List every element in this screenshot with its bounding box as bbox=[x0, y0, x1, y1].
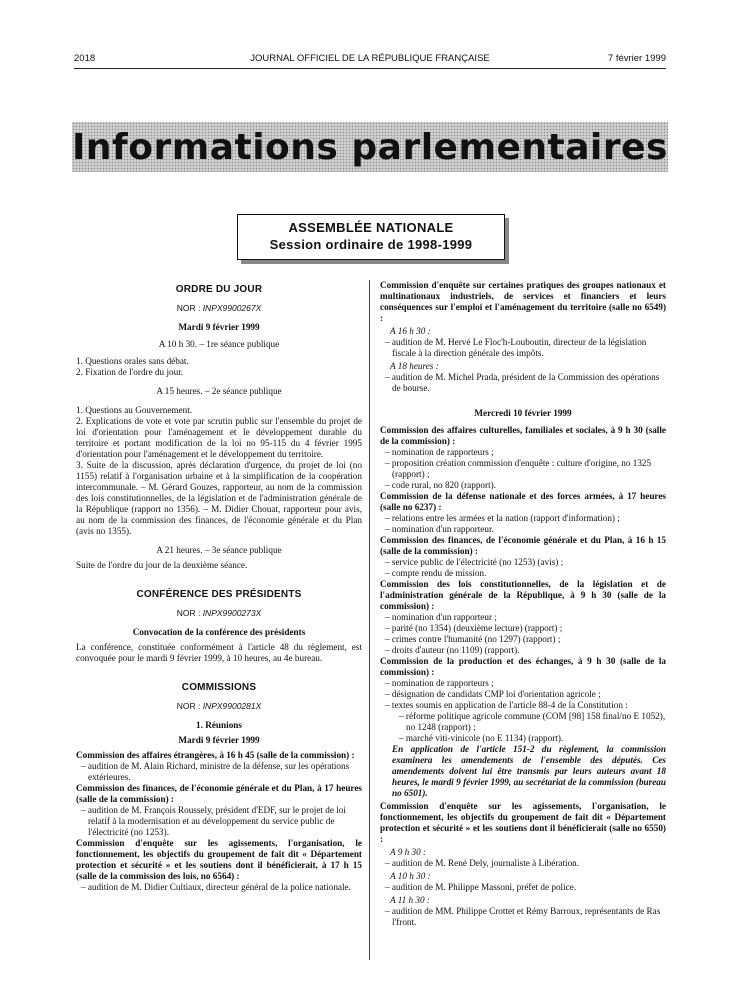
section-banner bbox=[72, 122, 668, 172]
comm-nor: NOR : INPX9900281X bbox=[176, 701, 262, 711]
ordre-nor: NOR : INPX9900267X bbox=[176, 303, 262, 313]
w5-item: – désignation de candidats CMP loi d'orientation agricole ; bbox=[385, 689, 601, 699]
w6-item: – audition de M. René Dely, journaliste à Libération. bbox=[385, 858, 580, 868]
assembly-box bbox=[237, 214, 505, 260]
reunions-day: Mardi 9 février 1999 bbox=[178, 735, 260, 745]
page-number: 2018 bbox=[74, 53, 96, 64]
conf-title: CONFÉRENCE DES PRÉSIDENTS bbox=[136, 589, 302, 600]
w3-item: – service public de l'électricité (no 1253) (avis) ; bbox=[385, 557, 564, 567]
c4-head: Commission d'enquête sur certaines pratiques des groupes nationaux et multinationaux industriels, de services et financiers et leurs conséquences sur l'emploi et l'aménagement du territoire (salle no 6549) : bbox=[380, 280, 666, 323]
s2-time: A 15 heures. – 2e séance publique bbox=[156, 386, 282, 396]
c1-item: – audition de M. Alain Richard, ministre de la défense, sur les opérations extérieures. bbox=[81, 761, 350, 782]
conv-text: La conférence, constituée conformément à l'article 48 du règlement, est convoquée pour le mardi 9 février 1999, à 10 heures, au 4e bureau. bbox=[76, 642, 362, 663]
wed-day: Mercredi 10 février 1999 bbox=[474, 408, 572, 418]
c4-item: – audition de M. Hervé Le Floc'h-Louboutin, directeur de la législation fiscale à la direction générale des impôts. bbox=[385, 337, 647, 358]
w5-subitem: – marché viti-vinicole (no E 1134) (rapport). bbox=[399, 733, 564, 743]
c4-time: A 16 h 30 : bbox=[390, 326, 431, 336]
w5-item: – textes soumis en application de l'article 88-4 de la Constitution : bbox=[385, 700, 628, 710]
column-divider bbox=[369, 280, 370, 960]
w2-item: – nomination d'un rapporteur. bbox=[385, 524, 494, 534]
w4-item: – droits d'auteur (no 1109) (rapport). bbox=[385, 645, 520, 655]
w4-item: – parité (no 1354) (deuxième lecture) (rapport) ; bbox=[385, 623, 563, 633]
w3-item: – compte rendu de mission. bbox=[385, 568, 487, 578]
c2-head: Commission des finances, de l'économie générale et du Plan, à 17 heures (salle de la commission) : bbox=[76, 783, 362, 804]
w4-item: – nomination d'un rapporteur ; bbox=[385, 612, 497, 622]
ordre-title: ORDRE DU JOUR bbox=[175, 284, 263, 295]
running-header bbox=[74, 53, 666, 67]
w1-item: – nomination de rapporteurs ; bbox=[385, 447, 494, 457]
conf-nor: NOR : INPX9900273X bbox=[176, 608, 262, 618]
w6-head: Commission d'enquête sur les agissements, l'organisation, le fonctionnement, les objectifs du groupement de fait dit « Département protection et sécurité » et les soutiens dont il bénéficierait (salle no 6550) : bbox=[380, 801, 666, 844]
w5-subitem: – réforme politique agricole commune (COM [98] 158 final/no E 1052), no 1248 (rapport) ; bbox=[399, 711, 666, 732]
w2-head: Commission de la défense nationale et des forces armées, à 17 heures (salle no 6237) : bbox=[380, 491, 666, 512]
ordre-day: Mardi 9 février 1999 bbox=[178, 322, 260, 332]
comm-title: COMMISSIONS bbox=[181, 682, 257, 693]
session-name: Session ordinaire de 1998-1999 bbox=[269, 237, 473, 252]
c4-time: A 18 heures : bbox=[390, 361, 439, 371]
left-column bbox=[76, 280, 362, 893]
w1-item: – code rural, no 820 (rapport). bbox=[385, 480, 496, 490]
s1-item: 2. Fixation de l'ordre du jour. bbox=[76, 367, 184, 377]
conv-title: Convocation de la conférence des présidents bbox=[132, 627, 306, 637]
banner-title: Informations parlementaires bbox=[72, 127, 668, 168]
w5-item: – nomination de rapporteurs ; bbox=[385, 678, 494, 688]
s1-time: A 10 h 30. – 1re séance publique bbox=[158, 339, 280, 349]
w5-note: En application de l'article 151-2 du règlement, la commission examinera les amendements de l'ensemble des députés. Ces amendements doivent lui être transmis par leurs auteurs avant 18 heures, le mardi 9 février 1999, au secrétariat de la commission (bureau no 6501). bbox=[392, 744, 666, 798]
s3-time: A 21 heures. – 3e séance publique bbox=[156, 545, 282, 555]
w6-time: A 11 h 30 : bbox=[390, 895, 430, 905]
w1-item: – proposition création commission d'enquête : culture d'origine, no 1325 (rapport) ; bbox=[385, 458, 652, 479]
c1-head: Commission des affaires étrangères, à 16 h 45 (salle de la commission) : bbox=[76, 750, 355, 760]
w6-time: A 9 h 30 : bbox=[390, 847, 427, 857]
w6-item: – audition de MM. Philippe Crottet et Rémy Barroux, représentants de Ras l'front. bbox=[385, 906, 661, 927]
w3-head: Commission des finances, de l'économie générale et du Plan, à 16 h 15 (salle de la commission) : bbox=[380, 535, 666, 556]
right-column bbox=[380, 280, 666, 928]
w5-head: Commission de la production et des échanges, à 9 h 30 (salle de la commission) : bbox=[380, 656, 666, 677]
s1-item: 1. Questions orales sans débat. bbox=[76, 356, 189, 366]
s2-item: 3. Suite de la discussion, après déclaration d'urgence, du projet de loi (no 1155) relatif à l'organisation urbaine et à la simplification de la coopération intercommunale. – M. Gérard Gouzes, rapporteur, au nom de la commission des lois constitutionnelles, de la législation et de l'administration générale de la République (rapport no 1356). – M. Didier Chouat, rapporteur pour avis, au nom de la commission des finances, de l'économie générale et du Plan (avis no 1355). bbox=[76, 460, 362, 536]
s2-item: 2. Explications de vote et vote par scrutin public sur l'ensemble du projet de loi d'orientation pour l'aménagement et le développement durable du territoire et portant modification de la loi no 95-115 du 4 février 1995 d'orientation pour l'aménagement et le développement du territoire. bbox=[76, 416, 362, 459]
w1-head: Commission des affaires culturelles, familiales et sociales, à 9 h 30 (salle de la commission) : bbox=[380, 425, 666, 446]
w2-item: – relations entre les armées et la nation (rapport d'information) ; bbox=[385, 513, 620, 523]
w4-head: Commission des lois constitutionnelles, de la législation et de l'administration générale de la République, à 9 h 30 (salle de la commission) : bbox=[380, 579, 666, 611]
s2-item: 1. Questions au Gouvernement. bbox=[76, 405, 193, 415]
w6-item: – audition de M. Philippe Massoni, préfet de police. bbox=[385, 882, 577, 892]
reunions-heading: 1. Réunions bbox=[196, 720, 242, 730]
s3-text: Suite de l'ordre du jour de la deuxième séance. bbox=[76, 560, 248, 570]
w6-time: A 10 h 30 : bbox=[390, 871, 431, 881]
c2-item: – audition de M. François Roussely, président d'EDF, sur le projet de loi relatif à la modernisation et au développement du service public de l'électricité (no 1253). bbox=[81, 805, 346, 837]
c3-item: – audition de M. Didier Cultiaux, directeur général de la police nationale. bbox=[81, 882, 351, 892]
header-rule bbox=[74, 68, 666, 69]
journal-title: JOURNAL OFFICIEL DE LA RÉPUBLIQUE FRANÇAISE bbox=[250, 53, 490, 64]
w4-item: – crimes contre l'humanité (no 1297) (rapport) ; bbox=[385, 634, 561, 644]
c3-head: Commission d'enquête sur les agissements, l'organisation, le fonctionnement, les objectifs du groupement de fait dit « Département protection et sécurité » et les soutiens dont il bénéficierait, à 17 h 15 (salle de la commission des lois, no 6564) : bbox=[76, 838, 362, 881]
c4-item: – audition de M. Michel Prada, président de la Commission des opérations de bourse. bbox=[385, 372, 660, 393]
assembly-name: ASSEMBLÉE NATIONALE bbox=[288, 220, 454, 235]
issue-date: 7 février 1999 bbox=[607, 53, 666, 64]
